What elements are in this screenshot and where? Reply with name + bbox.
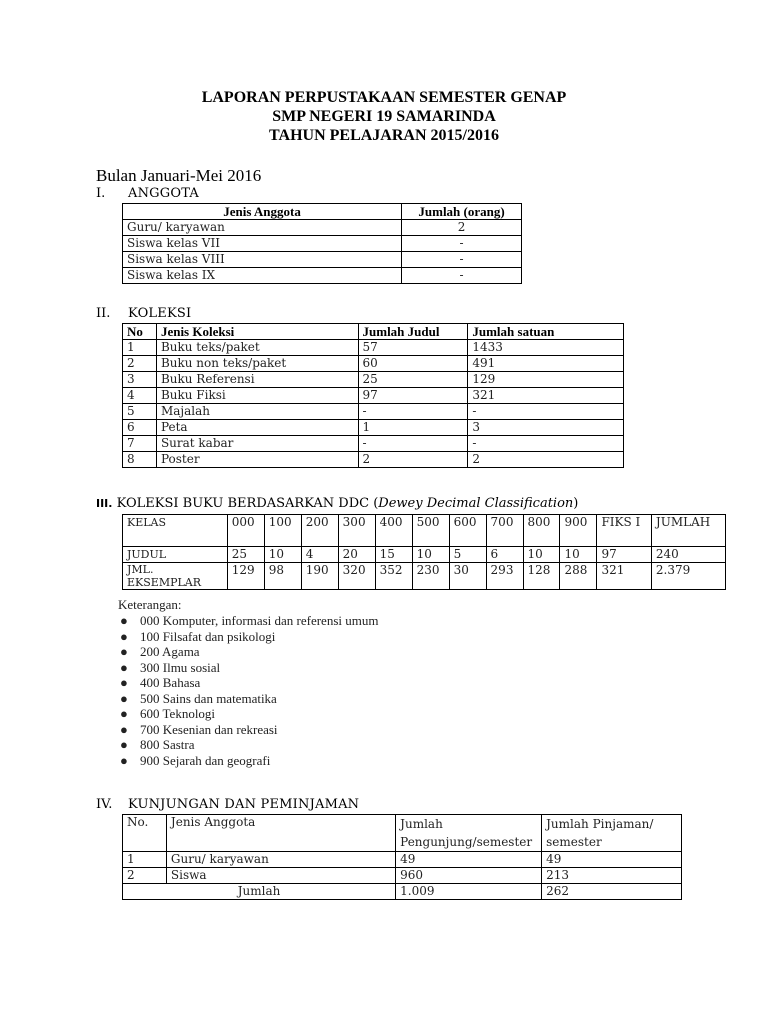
cell: 10 bbox=[412, 547, 449, 563]
cell: 97 bbox=[597, 547, 651, 563]
section-1-title: ANGGOTA bbox=[128, 186, 199, 201]
cell: 128 bbox=[523, 563, 560, 590]
cell: 129 bbox=[468, 372, 624, 388]
list-item bbox=[118, 629, 378, 645]
section-3-title-end: ) bbox=[573, 496, 579, 511]
list-item bbox=[118, 675, 378, 691]
col-header bbox=[542, 815, 682, 852]
cell: 293 bbox=[486, 563, 523, 590]
table-row bbox=[123, 388, 624, 404]
cell: Peta bbox=[156, 420, 358, 436]
cell: 15 bbox=[375, 547, 412, 563]
col-header: 900 bbox=[560, 515, 597, 547]
col-header: No. bbox=[123, 815, 167, 852]
section-4-title: KUNJUNGAN DAN PEMINJAMAN bbox=[128, 797, 360, 812]
report-period: Bulan Januari-Mei 2016 bbox=[96, 166, 262, 185]
cell: - bbox=[358, 404, 468, 420]
cell: 240 bbox=[651, 547, 725, 563]
section-3-heading bbox=[96, 496, 578, 511]
cell: 10 bbox=[523, 547, 560, 563]
cell: 2 bbox=[123, 868, 167, 884]
cell: Surat kabar bbox=[156, 436, 358, 452]
table-row bbox=[123, 372, 624, 388]
cell: 5 bbox=[449, 547, 486, 563]
note-text: 500 Sains dan matematika bbox=[140, 690, 277, 706]
cell: 98 bbox=[264, 563, 301, 590]
cell: 3 bbox=[123, 372, 157, 388]
cell: 60 bbox=[358, 356, 468, 372]
cell: 30 bbox=[449, 563, 486, 590]
note-text: 600 Teknologi bbox=[140, 706, 216, 721]
cell: 321 bbox=[597, 563, 651, 590]
section-1-number: I. bbox=[96, 186, 106, 201]
note-text: 100 Filsafat dan psikologi bbox=[140, 628, 276, 644]
col-header: Jenis Anggota bbox=[123, 204, 402, 220]
cell: 262 bbox=[542, 884, 682, 900]
table-row bbox=[123, 563, 726, 590]
bullet-icon: ● bbox=[120, 644, 128, 659]
cell: 97 bbox=[358, 388, 468, 404]
bullet-icon: ● bbox=[120, 659, 128, 675]
col-header: No bbox=[123, 324, 157, 340]
bullet-icon: ● bbox=[120, 721, 128, 737]
note-text: 700 Kesenian dan rekreasi bbox=[140, 721, 278, 737]
cell: 6 bbox=[123, 420, 157, 436]
cell: 10 bbox=[264, 547, 301, 563]
cell: 2 bbox=[123, 356, 157, 372]
bullet-icon: ● bbox=[120, 706, 128, 721]
note-text: 000 Komputer, informasi dan referensi umum bbox=[140, 613, 379, 628]
cell: - bbox=[402, 252, 522, 268]
row-label-line-2: EKSEMPLAR bbox=[127, 576, 202, 589]
cell: 352 bbox=[375, 563, 412, 590]
cell: - bbox=[402, 236, 522, 252]
cell: 25 bbox=[358, 372, 468, 388]
table-row bbox=[123, 340, 624, 356]
col-header-line-1: Jumlah Pinjaman/ bbox=[546, 817, 654, 831]
cell: 8 bbox=[123, 452, 157, 468]
bullet-icon: ● bbox=[120, 628, 128, 644]
cell: 2.379 bbox=[651, 563, 725, 590]
cell: 1 bbox=[358, 420, 468, 436]
bullet-icon: ● bbox=[120, 737, 128, 752]
table-row bbox=[123, 268, 522, 284]
col-header: 600 bbox=[449, 515, 486, 547]
cell: 213 bbox=[542, 868, 682, 884]
cell: 491 bbox=[468, 356, 624, 372]
cell: 10 bbox=[560, 547, 597, 563]
table-total-row bbox=[123, 884, 682, 900]
cell: Guru/ karyawan bbox=[166, 852, 395, 868]
cell: Buku Referensi bbox=[156, 372, 358, 388]
bullet-icon: ● bbox=[120, 675, 128, 690]
cell: 1 bbox=[123, 852, 167, 868]
section-3-title: KOLEKSI BUKU BERDASARKAN DDC ( bbox=[116, 496, 379, 511]
cell: 49 bbox=[396, 852, 542, 868]
col-header-line-1: Jumlah bbox=[400, 817, 443, 831]
cell: 321 bbox=[468, 388, 624, 404]
col-header: Jumlah (orang) bbox=[402, 204, 522, 220]
cell: 1 bbox=[123, 340, 157, 356]
cell: 57 bbox=[358, 340, 468, 356]
cell: 960 bbox=[396, 868, 542, 884]
title-line-2: SMP NEGERI 19 SAMARINDA bbox=[272, 108, 496, 125]
cell: 6 bbox=[486, 547, 523, 563]
table-row bbox=[123, 868, 682, 884]
list-item bbox=[118, 706, 378, 722]
cell: 1.009 bbox=[396, 884, 542, 900]
col-header: JUMLAH bbox=[651, 515, 725, 547]
table-row bbox=[123, 452, 624, 468]
cell: 5 bbox=[123, 404, 157, 420]
ddc-notes bbox=[118, 597, 378, 768]
cell: Buku Fiksi bbox=[156, 388, 358, 404]
collection-table bbox=[122, 323, 624, 468]
bullet-icon: ● bbox=[120, 613, 128, 628]
cell: 129 bbox=[227, 563, 264, 590]
cell: 230 bbox=[412, 563, 449, 590]
cell: 25 bbox=[227, 547, 264, 563]
cell: 20 bbox=[338, 547, 375, 563]
bullet-icon: ● bbox=[120, 752, 128, 768]
section-4-number: IV. bbox=[96, 797, 113, 812]
cell: Poster bbox=[156, 452, 358, 468]
list-item bbox=[118, 613, 378, 629]
col-header: 500 bbox=[412, 515, 449, 547]
row-label-line-1: JML. bbox=[127, 563, 154, 576]
col-header bbox=[396, 815, 542, 852]
cell: - bbox=[468, 404, 624, 420]
section-3-number: III. bbox=[96, 497, 113, 510]
cell: Siswa bbox=[166, 868, 395, 884]
list-item bbox=[118, 644, 378, 660]
visits-table bbox=[122, 814, 682, 900]
section-2-number: II. bbox=[96, 306, 111, 321]
table-header-row bbox=[123, 515, 726, 547]
cell: Guru/ karyawan bbox=[123, 220, 402, 236]
section-3-title-italic: Dewey Decimal Classification bbox=[378, 496, 574, 511]
col-header: Jumlah Judul bbox=[358, 324, 468, 340]
table-row bbox=[123, 252, 522, 268]
table-header-row bbox=[123, 204, 522, 220]
col-header: FIKS I bbox=[597, 515, 651, 547]
list-item bbox=[118, 660, 378, 676]
cell: 49 bbox=[542, 852, 682, 868]
col-header: Jenis Koleksi bbox=[156, 324, 358, 340]
col-header: 200 bbox=[301, 515, 338, 547]
cell: Siswa kelas VII bbox=[123, 236, 402, 252]
list-item bbox=[118, 737, 378, 753]
cell: 2 bbox=[358, 452, 468, 468]
title-line-3: TAHUN PELAJARAN 2015/2016 bbox=[269, 127, 499, 144]
title-line-1: LAPORAN PERPUSTAKAAN SEMESTER GENAP bbox=[201, 89, 567, 106]
table-row bbox=[123, 436, 624, 452]
note-text: 900 Sejarah dan geografi bbox=[140, 752, 271, 768]
table-row bbox=[123, 220, 522, 236]
table-row bbox=[123, 404, 624, 420]
table-header-row bbox=[123, 324, 624, 340]
cell: 288 bbox=[560, 563, 597, 590]
cell: 3 bbox=[468, 420, 624, 436]
note-text: 400 Bahasa bbox=[140, 675, 201, 690]
cell: 2 bbox=[402, 220, 522, 236]
col-header: Jenis Anggota bbox=[166, 815, 395, 852]
section-2-title: KOLEKSI bbox=[128, 306, 192, 321]
cell: - bbox=[402, 268, 522, 284]
table-row bbox=[123, 852, 682, 868]
table-row bbox=[123, 236, 522, 252]
cell: - bbox=[468, 436, 624, 452]
cell: Siswa kelas VIII bbox=[123, 252, 402, 268]
table-header-row bbox=[123, 815, 682, 852]
members-table bbox=[122, 203, 522, 284]
total-label: Jumlah bbox=[123, 884, 396, 900]
ddc-table bbox=[122, 514, 726, 590]
notes-list bbox=[118, 613, 378, 768]
col-header-line-2: semester bbox=[546, 835, 602, 849]
row-label bbox=[123, 563, 228, 590]
note-text: 800 Sastra bbox=[140, 737, 195, 752]
list-item bbox=[118, 691, 378, 707]
cell: 190 bbox=[301, 563, 338, 590]
table-row bbox=[123, 356, 624, 372]
table-row bbox=[123, 547, 726, 563]
col-header: 300 bbox=[338, 515, 375, 547]
table-row bbox=[123, 420, 624, 436]
col-header: 400 bbox=[375, 515, 412, 547]
list-item bbox=[118, 722, 378, 738]
cell: 320 bbox=[338, 563, 375, 590]
bullet-icon: ● bbox=[120, 690, 128, 706]
cell: 7 bbox=[123, 436, 157, 452]
cell: Majalah bbox=[156, 404, 358, 420]
row-label: JUDUL bbox=[123, 547, 228, 563]
cell: Buku non teks/paket bbox=[156, 356, 358, 372]
cell: Siswa kelas IX bbox=[123, 268, 402, 284]
list-item bbox=[118, 753, 378, 769]
cell: 1433 bbox=[468, 340, 624, 356]
note-text: 300 Ilmu sosial bbox=[140, 659, 221, 675]
col-header: 100 bbox=[264, 515, 301, 547]
cell: 4 bbox=[123, 388, 157, 404]
notes-title: Keterangan: bbox=[118, 597, 182, 612]
cell: 2 bbox=[468, 452, 624, 468]
note-text: 200 Agama bbox=[140, 644, 200, 659]
cell: Buku teks/paket bbox=[156, 340, 358, 356]
col-header: KELAS bbox=[123, 515, 228, 547]
col-header-line-2: Pengunjung/semester bbox=[400, 835, 533, 849]
col-header: 000 bbox=[227, 515, 264, 547]
report-title bbox=[0, 88, 768, 145]
col-header: 800 bbox=[523, 515, 560, 547]
cell: 4 bbox=[301, 547, 338, 563]
col-header: 700 bbox=[486, 515, 523, 547]
cell: - bbox=[358, 436, 468, 452]
col-header: Jumlah satuan bbox=[468, 324, 624, 340]
